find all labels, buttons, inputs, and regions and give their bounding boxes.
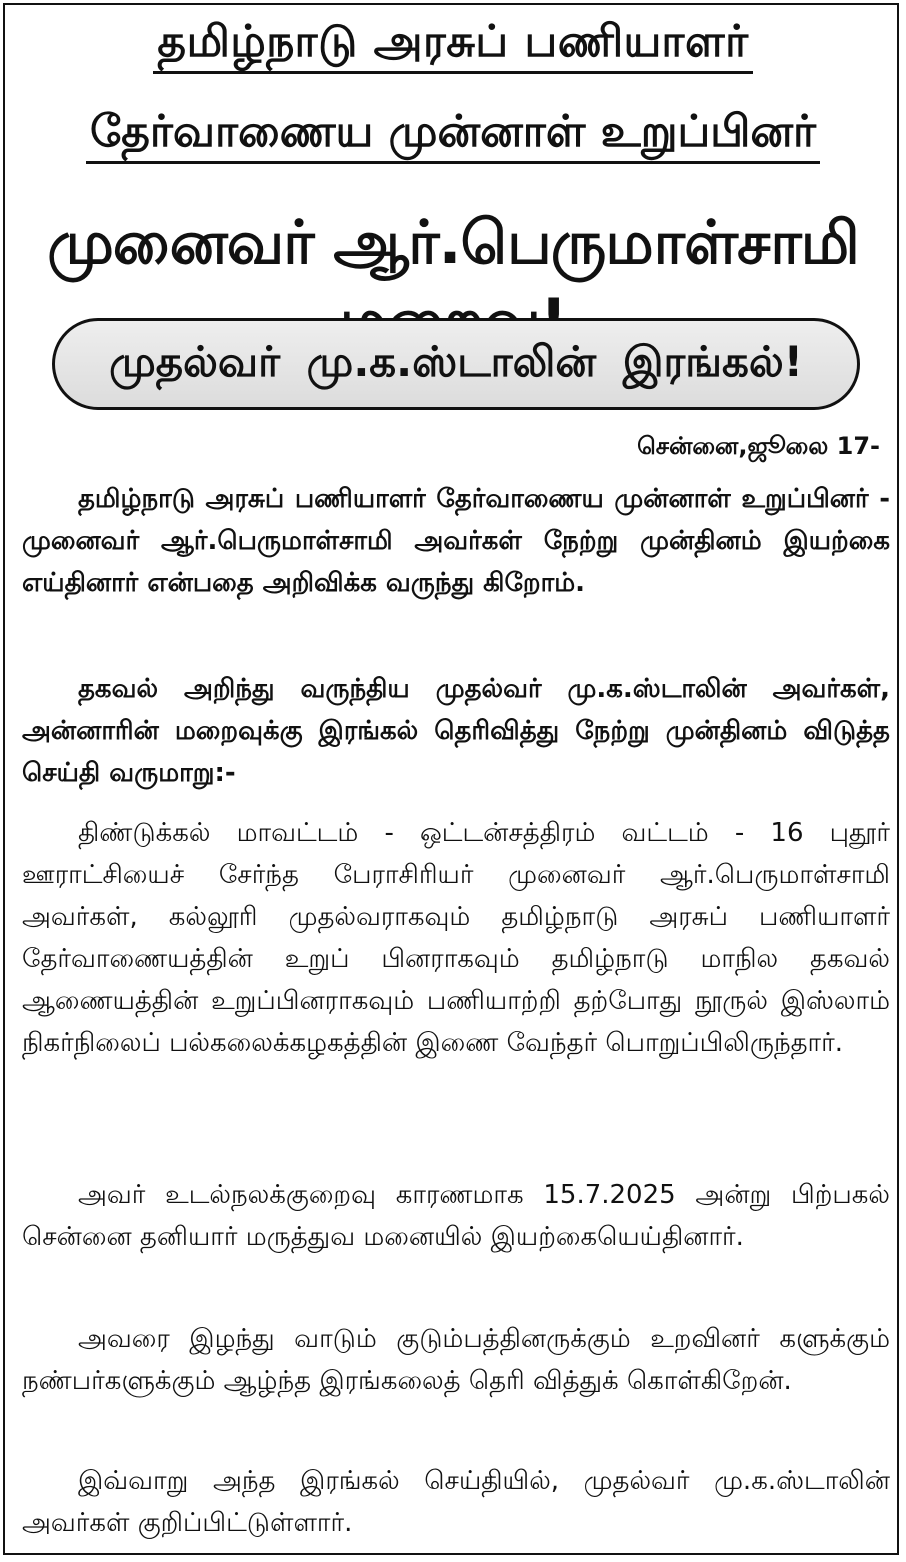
paragraph-5	[22, 1318, 890, 1402]
subheading-text: முதல்வர் மு.க.ஸ்டாலின் இரங்கல்!	[109, 336, 803, 386]
paragraph-1-text: தமிழ்நாடு அரசுப் பணியாளர் தேர்வாணைய முன்னாள் உறுப்பினர் - முனைவர் ஆர்.பெருமாள்சாமி அவர்கள் நேற்று முன்தினம் இயற்கை எய்தினார் என்பதை அறிவிக்க வருந்து கிறோம்.	[22, 484, 890, 598]
dateline: சென்னை,ஜூலை 17-	[637, 432, 880, 460]
paragraph-4	[22, 1174, 890, 1258]
paragraph-1	[22, 478, 890, 604]
paragraph-3-text: திண்டுக்கல் மாவட்டம் - ஒட்டன்சத்திரம் வட்டம் - 16 புதூர் ஊராட்சியைச் சேர்ந்த பேராசிரியர் முனைவர் ஆர்.பெருமாள்சாமி அவர்கள், கல்லூரி முதல்வராகவும் தமிழ்நாடு அரசுப் பணியாளர் தேர்வாணையத்தின் உறுப் பினராகவும் தமிழ்நாடு மாநில தகவல் ஆணையத்தின் உறுப்பினராகவும் பணியாற்றி தற்போது நூருல் இஸ்லாம் நிகர்நிலைப் பல்கலைக்கழகத்தின் இணை வேந்தர் பொறுப்பிலிருந்தார்.	[22, 818, 890, 1058]
paragraph-6	[22, 1460, 890, 1544]
paragraph-5-text: அவரை இழந்து வாடும் குடும்பத்தினருக்கும் உறவினர் களுக்கும் நண்பர்களுக்கும் ஆழ்ந்த இரங்கலைத் தெரி வித்துக் கொள்கிறேன்.	[22, 1324, 890, 1396]
paragraph-4-text: அவர் உடல்நலக்குறைவு காரணமாக 15.7.2025 அன்று பிற்பகல் சென்னை தனியார் மருத்துவ மனையில் இயற்கையெய்தினார்.	[22, 1180, 890, 1252]
paragraph-6-text: இவ்வாறு அந்த இரங்கல் செய்தியில், முதல்வர் மு.க.ஸ்டாலின் அவர்கள் குறிப்பிட்டுள்ளார்.	[22, 1466, 890, 1538]
heading-line-1-text: தமிழ்நாடு அரசுப் பணியாளர்	[153, 16, 752, 74]
paragraph-3	[22, 812, 890, 1064]
paragraph-2	[22, 668, 890, 794]
main-headline: முனைவர் ஆர்.பெருமாள்சாமி	[47, 208, 859, 278]
paragraph-2-text: தகவல் அறிந்து வருந்திய முதல்வர் மு.க.ஸ்டாலின் அவர்கள், அன்னாரின் மறைவுக்கு இரங்கல் தெரிவித்து நேற்று முன்தினம் விடுத்த செய்தி வருமாறு:-	[22, 674, 890, 788]
heading-line-2	[0, 106, 906, 163]
subheading-box	[52, 318, 860, 410]
heading-line-1	[0, 16, 906, 73]
heading-line-2-text: தேர்வாணைய முன்னாள் உறுப்பினர்	[86, 106, 820, 164]
